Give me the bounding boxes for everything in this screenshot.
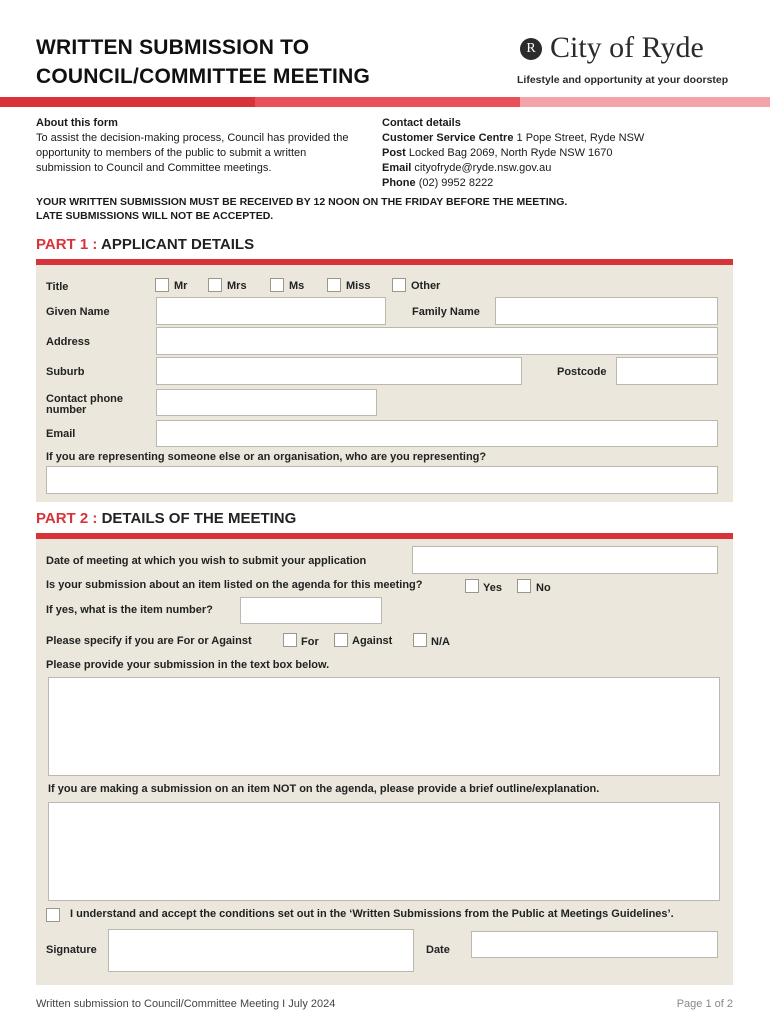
post-label: Post	[382, 147, 406, 159]
contact-email	[382, 161, 742, 176]
logo-mark-icon: R	[520, 38, 542, 60]
postcode-label: Postcode	[557, 366, 607, 378]
agenda-no-checkbox[interactable]	[517, 579, 531, 593]
meeting-details-panel	[36, 533, 733, 985]
signature-label: Signature	[46, 944, 97, 956]
against-checkbox[interactable]	[334, 633, 348, 647]
header-bar-right	[520, 97, 770, 107]
logo-name: City of Ryde	[550, 31, 704, 64]
csc-label: Customer Service Centre	[382, 132, 514, 144]
title-mr-label: Mr	[174, 280, 188, 292]
title-mrs-label: Mrs	[227, 280, 247, 292]
form-title-line2: COUNCIL/COMMITTEE MEETING	[36, 65, 370, 88]
family-name-label: Family Name	[412, 306, 480, 318]
form-title	[36, 33, 370, 91]
agenda-yes-label: Yes	[483, 582, 502, 594]
family-name-field[interactable]	[495, 297, 718, 325]
part1-heading	[36, 236, 254, 253]
item-number-field[interactable]	[240, 597, 382, 624]
agenda-question-label: Is your submission about an item listed on the agenda for this meeting?	[46, 579, 423, 591]
submission-textarea[interactable]	[48, 677, 720, 776]
representing-label: If you are representing someone else or an organisation, who are you representing?	[46, 451, 487, 463]
notice-line1: YOUR WRITTEN SUBMISSION MUST BE RECEIVED BY 12 NOON ON THE FRIDAY BEFORE THE MEETING.	[36, 196, 568, 208]
city-of-ryde-logo	[517, 33, 737, 89]
title-ms-checkbox[interactable]	[270, 278, 284, 292]
part1-title: APPLICANT DETAILS	[101, 236, 255, 253]
title-label: Title	[46, 281, 69, 293]
part1-prefix: PART 1 :	[36, 236, 98, 253]
given-name-label: Given Name	[46, 306, 110, 318]
contact-phone-field[interactable]	[156, 389, 377, 416]
footer-page-number: Page 1 of 2	[676, 998, 733, 1010]
applicant-details-panel	[36, 259, 733, 502]
email-value[interactable]: cityofryde@ryde.nsw.gov.au	[414, 162, 552, 174]
title-mr-checkbox[interactable]	[155, 278, 169, 292]
not-on-agenda-label: If you are making a submission on an item NOT on the agenda, please provide a brief outline/explanation.	[48, 783, 600, 795]
item-number-label: If yes, what is the item number?	[46, 604, 213, 616]
na-label: N/A	[431, 636, 450, 648]
phone-label: Phone	[382, 177, 416, 189]
address-label: Address	[46, 336, 91, 348]
date-label: Date	[426, 944, 450, 956]
na-checkbox[interactable]	[413, 633, 427, 647]
header-bar-left	[0, 97, 255, 107]
meeting-date-field[interactable]	[412, 546, 718, 574]
post-value: Locked Bag 2069, North Ryde NSW 1670	[408, 147, 613, 159]
given-name-field[interactable]	[156, 297, 386, 325]
phone-value: (02) 9952 8222	[418, 177, 494, 189]
contact-post	[382, 146, 742, 161]
agenda-no-label: No	[536, 582, 551, 594]
contact-phone-label-line2: number	[46, 404, 87, 416]
not-on-agenda-textarea[interactable]	[48, 802, 720, 901]
form-title-line1: WRITTEN SUBMISSION TO	[36, 36, 310, 59]
against-label: Against	[352, 635, 393, 647]
title-other-label: Other	[411, 280, 441, 292]
header-bar-middle	[255, 97, 520, 107]
submission-instruction-label: Please provide your submission in the text box below.	[46, 659, 330, 671]
about-section	[36, 116, 356, 176]
about-heading: About this form	[36, 117, 118, 129]
logo-tagline: Lifestyle and opportunity at your doorstep	[517, 74, 729, 86]
contact-csc	[382, 131, 742, 146]
contact-heading: Contact details	[382, 117, 461, 129]
footer-document-name: Written submission to Council/Committee Meeting I July 2024	[36, 998, 336, 1010]
representing-field[interactable]	[46, 466, 718, 494]
notice-line2: LATE SUBMISSIONS WILL NOT BE ACCEPTED.	[36, 210, 274, 222]
contact-phone-label-line1: Contact phone	[46, 393, 123, 405]
title-ms-label: Ms	[289, 280, 305, 292]
about-text: To assist the decision-making process, Council has provided the opportunity to members of the public to submit a written submission to Council and Committee meetings.	[36, 132, 349, 174]
for-label: For	[301, 636, 319, 648]
title-miss-checkbox[interactable]	[327, 278, 341, 292]
part2-title: DETAILS OF THE MEETING	[101, 510, 297, 527]
date-field[interactable]	[471, 931, 718, 958]
meeting-date-label: Date of meeting at which you wish to submit your application	[46, 555, 367, 567]
contact-section	[382, 116, 742, 191]
for-checkbox[interactable]	[283, 633, 297, 647]
title-other-checkbox[interactable]	[392, 278, 406, 292]
contact-phone-label	[46, 394, 123, 416]
suburb-field[interactable]	[156, 357, 522, 385]
suburb-label: Suburb	[46, 366, 85, 378]
accept-conditions-checkbox[interactable]	[46, 908, 60, 922]
accept-conditions-label: I understand and accept the conditions set out in the ‘Written Submissions from the Public at Meetings Guidelines’.	[70, 908, 674, 920]
email-label: Email	[46, 428, 76, 440]
for-against-label: Please specify if you are For or Against	[46, 635, 252, 647]
address-field[interactable]	[156, 327, 718, 355]
title-miss-label: Miss	[346, 280, 371, 292]
signature-field[interactable]	[108, 929, 414, 972]
csc-value: 1 Pope Street, Ryde NSW	[516, 132, 645, 144]
email-label: Email	[382, 162, 412, 174]
email-field[interactable]	[156, 420, 718, 447]
part2-heading	[36, 510, 296, 527]
deadline-notice	[36, 195, 567, 223]
title-mrs-checkbox[interactable]	[208, 278, 222, 292]
postcode-field[interactable]	[616, 357, 718, 385]
part2-prefix: PART 2 :	[36, 510, 98, 527]
agenda-yes-checkbox[interactable]	[465, 579, 479, 593]
contact-phone	[382, 176, 742, 191]
